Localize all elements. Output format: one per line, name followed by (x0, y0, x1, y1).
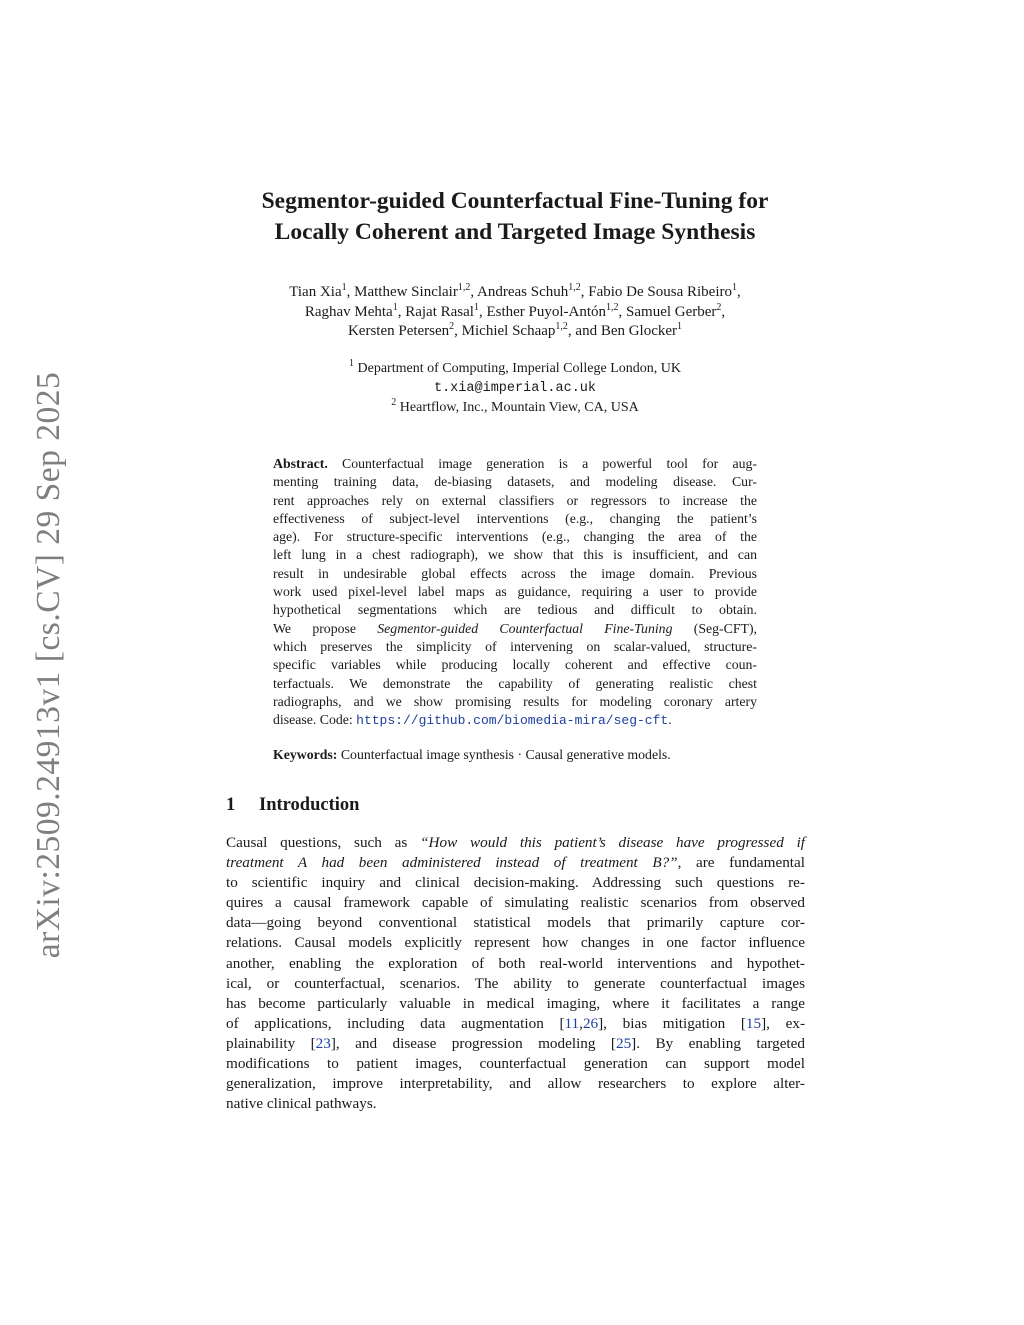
arxiv-side-stamp (24, 370, 74, 960)
body-line (226, 1014, 805, 1034)
author-name: , Esther Puyol-Antón (478, 303, 607, 320)
quoted-question: treatment A had been administered instead of treatment B?” (226, 854, 678, 872)
affiliation-number: 2 (391, 397, 397, 408)
abstract-line: rent approaches rely on external classifiers or regressors to increase the (273, 492, 757, 508)
abstract-line: work used pixel-level label maps as guidance, requiring a user to provide (273, 584, 757, 600)
section-title: Introduction (259, 795, 360, 815)
section-number: 1 (226, 795, 236, 815)
affiliation-marker: 2 (449, 321, 455, 332)
abstract-line: effectiveness of subject-level interventions (e.g., changing the patient’s (273, 510, 757, 526)
body-text: Causal questions, such as (226, 834, 421, 851)
title-line: Locally Coherent and Targeted Image Synthesis (274, 219, 756, 245)
author-line (200, 322, 830, 342)
body-text: ], and disease progression modeling [ (330, 1034, 616, 1052)
author-separator: , (737, 284, 741, 300)
affiliation-marker: 1 (341, 282, 347, 293)
body-line: data—going beyond conventional statistical models that primarily capture cor- (226, 914, 805, 932)
author-name: Raghav Mehta (304, 303, 393, 320)
author-name: , Rajat Rasal (397, 303, 474, 320)
author-line (200, 283, 830, 303)
method-name: Segmentor-guided Counterfactual Fine-Tuning (377, 620, 673, 636)
section-heading (226, 795, 359, 816)
body-line: relations. Causal models explicitly represent how changes in one factor influence (226, 934, 805, 952)
email-text: t.xia@imperial.ac.uk (433, 381, 597, 396)
affiliation-text: Heartflow, Inc., Mountain View, CA, USA (396, 400, 639, 415)
body-text: ]. By enabling targeted (631, 1034, 805, 1052)
author-name: , and Ben Glocker (567, 323, 678, 339)
author-separator: , (721, 303, 726, 320)
contact-email (200, 378, 830, 398)
abstract (273, 455, 757, 729)
body-text: , (579, 1014, 583, 1032)
abstract-text: (Seg-CFT), (672, 620, 757, 636)
body-line (226, 833, 805, 853)
author-name: Tian Xia (289, 284, 342, 300)
citation-link[interactable]: 23 (315, 1034, 331, 1052)
affiliation-2 (200, 398, 830, 417)
affiliation-marker: 2 (716, 301, 722, 313)
author-name: , Matthew Sinclair (346, 284, 458, 300)
author-name: , Fabio De Sousa Ribeiro (580, 284, 732, 300)
body-line: native clinical pathways. (226, 1095, 377, 1113)
abstract-line: terfactuals. We demonstrate the capability of generating realistic chest (273, 675, 757, 691)
body-line: another, enabling the exploration of both real-world interventions and hypothet- (226, 954, 805, 972)
affiliation-marker: 1,2 (606, 301, 619, 313)
body-line: quires a causal framework capable of simulating realistic scenarios from observed (226, 894, 805, 912)
abstract-text: Counterfactual image generation is a powerful tool for aug- (327, 456, 757, 471)
abstract-text: We propose (273, 620, 378, 636)
citation-link[interactable]: 15 (745, 1014, 762, 1032)
citation-link[interactable]: 26 (582, 1014, 599, 1032)
body-text: , are fundamental (677, 854, 805, 872)
keywords (273, 746, 757, 764)
body-line: to scientific inquiry and clinical decision-making. Addressing such questions re- (226, 874, 805, 892)
title-line: Segmentor-guided Counterfactual Fine-Tuning for (261, 188, 769, 214)
affiliations (200, 359, 830, 417)
citation-link[interactable]: 25 (615, 1034, 632, 1052)
body-line (226, 1034, 805, 1054)
affiliation-number: 1 (349, 358, 354, 369)
affiliation-1 (200, 359, 830, 378)
affiliation-text: Department of Computing, Imperial College London, UK (354, 361, 681, 376)
quoted-question: “How would this patient’s disease have progressed if (420, 834, 806, 851)
body-line: modifications to patient images, counterfactual generation can support model (226, 1055, 805, 1073)
arxiv-identifier: arXiv:2509.24913v1 [cs.CV] 29 Sep 2025 (30, 371, 67, 959)
citation-link[interactable]: 11 (564, 1014, 580, 1032)
author-name: , Andreas Schuh (470, 284, 569, 300)
affiliation-marker: 1 (392, 301, 398, 313)
keywords-label: Keywords: (273, 747, 338, 762)
affiliation-marker: 1,2 (555, 321, 568, 332)
introduction-paragraph (226, 833, 805, 1114)
abstract-line: hypothetical segmentations which are tedious and difficult to obtain. (273, 602, 757, 618)
code-link[interactable]: https://github.com/biomedia-mira/seg-cft (356, 713, 669, 729)
author-name: Kersten Petersen (347, 323, 450, 339)
affiliation-marker: 1 (677, 321, 683, 332)
abstract-line: result in undesirable global effects across the image domain. Previous (273, 565, 757, 581)
body-text: ], bias mitigation [ (598, 1014, 746, 1032)
body-line: has become particularly valuable in medical imaging, where it facilitates a range (226, 994, 805, 1012)
paper-title (200, 186, 830, 248)
author-list (200, 283, 830, 342)
body-text: plainability [ (226, 1034, 316, 1052)
body-text: ], ex- (761, 1014, 805, 1032)
affiliation-marker: 1,2 (568, 282, 581, 293)
body-line: generalization, improve interpretability, and allow researchers to explore alter- (226, 1075, 805, 1093)
abstract-label: Abstract. (273, 456, 328, 471)
abstract-text: . (668, 712, 672, 728)
author-name: , Samuel Gerber (618, 303, 717, 320)
abstract-line: specific variables while producing locally coherent and effective coun- (273, 657, 757, 673)
abstract-line: radiographs, and we show promising results for modeling coronary artery (273, 693, 757, 709)
affiliation-marker: 1,2 (457, 282, 471, 293)
abstract-line (273, 711, 757, 729)
abstract-line: which preserves the simplicity of intervening on scalar-valued, structure- (273, 638, 757, 654)
abstract-line (273, 455, 757, 473)
author-name: , Michiel Schaap (454, 323, 556, 339)
body-line: ical, or counterfactual, scenarios. The ability to generate counterfactual images (226, 974, 805, 992)
body-text: of applications, including data augmentation [ (226, 1014, 565, 1032)
abstract-text: disease. Code: (273, 712, 357, 728)
affiliation-marker: 1 (732, 282, 737, 293)
abstract-line: menting training data, de-biasing datasets, and modeling disease. Cur- (273, 474, 757, 490)
body-line (226, 853, 805, 873)
author-line (200, 303, 830, 323)
keywords-text: Counterfactual image synthesis · Causal generative models. (337, 747, 671, 762)
abstract-line: left lung in a chest radiograph), we show that this is insufficient, and can (273, 547, 757, 563)
abstract-line (273, 620, 757, 638)
abstract-line: age). For structure-specific interventions (e.g., changing the area of the (273, 529, 757, 545)
affiliation-marker: 1 (473, 301, 479, 313)
